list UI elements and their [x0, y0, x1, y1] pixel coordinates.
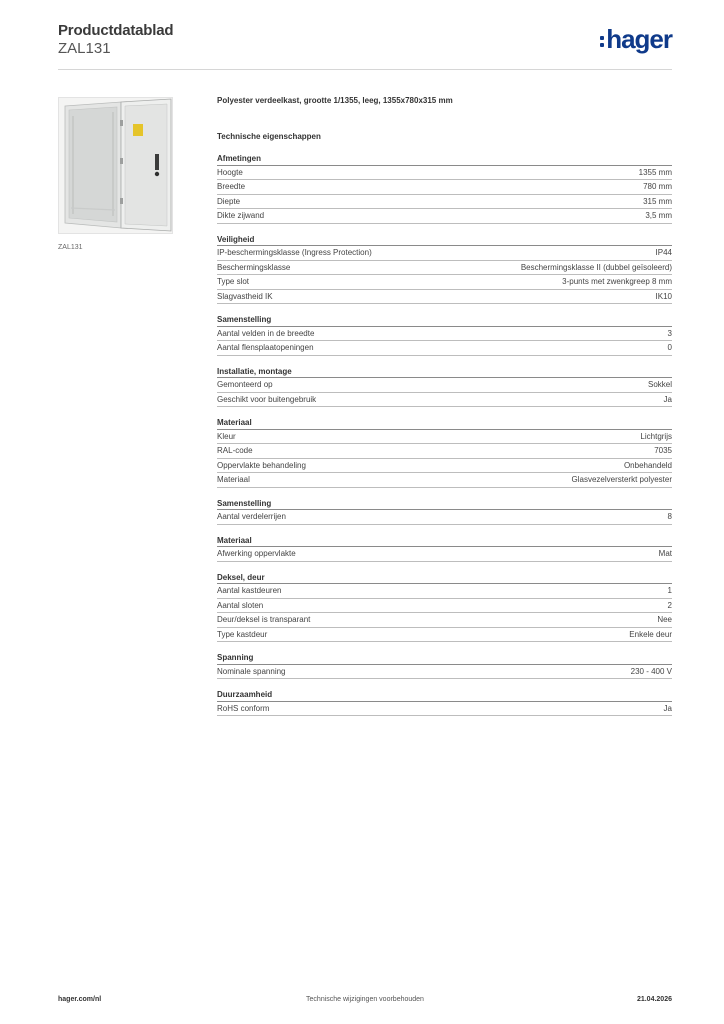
spec-value: 2 [667, 600, 672, 610]
spec-value: Mat [658, 549, 672, 558]
spec-label: RoHS conform [217, 703, 270, 713]
spec-row [217, 327, 672, 342]
spec-label: Diepte [217, 196, 241, 206]
hager-logo [600, 26, 672, 52]
spec-row [217, 628, 672, 643]
spec-label: Aantal velden in de breedte [217, 328, 315, 338]
spec-row [217, 459, 672, 474]
technical-properties-heading: Technische eigenschappen [217, 132, 321, 141]
spec-value: 230 - 400 V [630, 666, 672, 676]
spec-row [217, 430, 672, 445]
spec-label: Dikte zijwand [217, 211, 265, 220]
section-title: Veiligheid [217, 234, 672, 247]
spec-value: Beschermingsklasse II (dubbel geïsoleerd) [520, 262, 672, 272]
spec-row [217, 444, 672, 459]
product-specifications [217, 96, 672, 716]
spec-section [217, 314, 672, 356]
spec-section [217, 417, 672, 488]
spec-row [217, 613, 672, 628]
spec-label: Materiaal [217, 475, 250, 484]
spec-value: Ja [663, 703, 672, 713]
spec-section [217, 366, 672, 408]
spec-section [217, 153, 672, 224]
spec-row [217, 473, 672, 488]
spec-label: Aantal verdelerrijen [217, 512, 286, 521]
section-title: Spanning [217, 652, 672, 665]
spec-value: Sokkel [647, 380, 672, 389]
spec-row [217, 261, 672, 276]
footer-notice: Technische wijzigingen voorbehouden [306, 996, 424, 1003]
logo-dots-icon [600, 36, 604, 47]
spec-value: 780 mm [643, 182, 672, 191]
page-header [58, 20, 672, 70]
spec-value: Glasvezelversterkt polyester [571, 475, 672, 484]
spec-section [217, 689, 672, 716]
spec-value: 7035 [654, 446, 672, 455]
spec-value: Onbehandeld [623, 460, 672, 470]
section-title: Duurzaamheid [217, 689, 672, 702]
spec-row [217, 275, 672, 290]
spec-value: 0 [667, 343, 672, 352]
product-description: Polyester verdeelkast, grootte 1/1355, leeg, 1355x780x315 mm [217, 96, 453, 105]
spec-label: Slagvastheid IK [217, 291, 273, 301]
spec-label: Aantal flensplaatopeningen [217, 343, 314, 352]
section-title: Installatie, montage [217, 366, 672, 379]
spec-row [217, 341, 672, 356]
spec-label: Geschikt voor buitengebruik [217, 394, 317, 404]
spec-value: 315 mm [643, 196, 672, 206]
spec-label: RAL-code [217, 446, 253, 455]
footer-website[interactable]: hager.com/nl [58, 996, 102, 1003]
spec-label: Deur/deksel is transparant [217, 615, 311, 624]
product-reference: ZAL131 [58, 40, 111, 57]
spec-label: Breedte [217, 182, 246, 191]
spec-value: 1 [667, 586, 672, 595]
spec-value: Nee [657, 615, 672, 624]
spec-row [217, 290, 672, 305]
logo-text: hager [606, 24, 672, 54]
section-title: Samenstelling [217, 498, 672, 511]
distribution-cabinet-icon [59, 98, 172, 233]
spec-row [217, 599, 672, 614]
spec-row [217, 665, 672, 680]
spec-value: Ja [663, 394, 672, 404]
product-image [58, 97, 173, 234]
spec-label: Aantal sloten [217, 600, 264, 610]
spec-section [217, 572, 672, 643]
spec-label: Beschermingsklasse [217, 262, 291, 272]
spec-value: IP44 [655, 248, 672, 257]
spec-value: 3 [667, 328, 672, 338]
spec-label: Aantal kastdeuren [217, 586, 282, 595]
spec-row [217, 378, 672, 393]
spec-section [217, 535, 672, 562]
spec-label: Afwerking oppervlakte [217, 549, 296, 558]
spec-value: 3-punts met zwenkgreep 8 mm [562, 277, 672, 286]
spec-value: 3,5 mm [645, 211, 672, 220]
spec-value: 1355 mm [638, 167, 672, 177]
section-title: Deksel, deur [217, 572, 672, 585]
spec-value: 8 [667, 512, 672, 521]
spec-value: IK10 [655, 291, 672, 301]
spec-label: Type kastdeur [217, 629, 268, 639]
spec-section [217, 234, 672, 305]
document-title: Productdatablad [58, 22, 174, 39]
spec-row [217, 584, 672, 599]
spec-row [217, 393, 672, 408]
spec-row [217, 702, 672, 717]
spec-label: Kleur [217, 431, 236, 441]
spec-label: Oppervlakte behandeling [217, 460, 306, 470]
spec-row [217, 195, 672, 210]
section-title: Samenstelling [217, 314, 672, 327]
spec-row [217, 180, 672, 195]
spec-section [217, 498, 672, 525]
image-caption: ZAL131 [58, 244, 83, 251]
spec-row [217, 209, 672, 224]
spec-label: Type slot [217, 277, 250, 286]
spec-value: Lichtgrijs [640, 431, 672, 441]
footer-date: 21.04.2026 [636, 996, 672, 1003]
spec-label: Hoogte [217, 167, 243, 177]
spec-row [217, 246, 672, 261]
section-title: Materiaal [217, 535, 672, 548]
spec-label: Nominale spanning [217, 666, 286, 676]
specification-sections [217, 153, 672, 716]
spec-label: IP-beschermingsklasse (Ingress Protection) [217, 248, 372, 257]
spec-row [217, 166, 672, 181]
spec-label: Gemonteerd op [217, 380, 273, 389]
spec-row [217, 547, 672, 562]
spec-value: Enkele deur [629, 629, 672, 639]
spec-section [217, 652, 672, 679]
section-title: Afmetingen [217, 153, 672, 166]
section-title: Materiaal [217, 417, 672, 430]
spec-row [217, 510, 672, 525]
